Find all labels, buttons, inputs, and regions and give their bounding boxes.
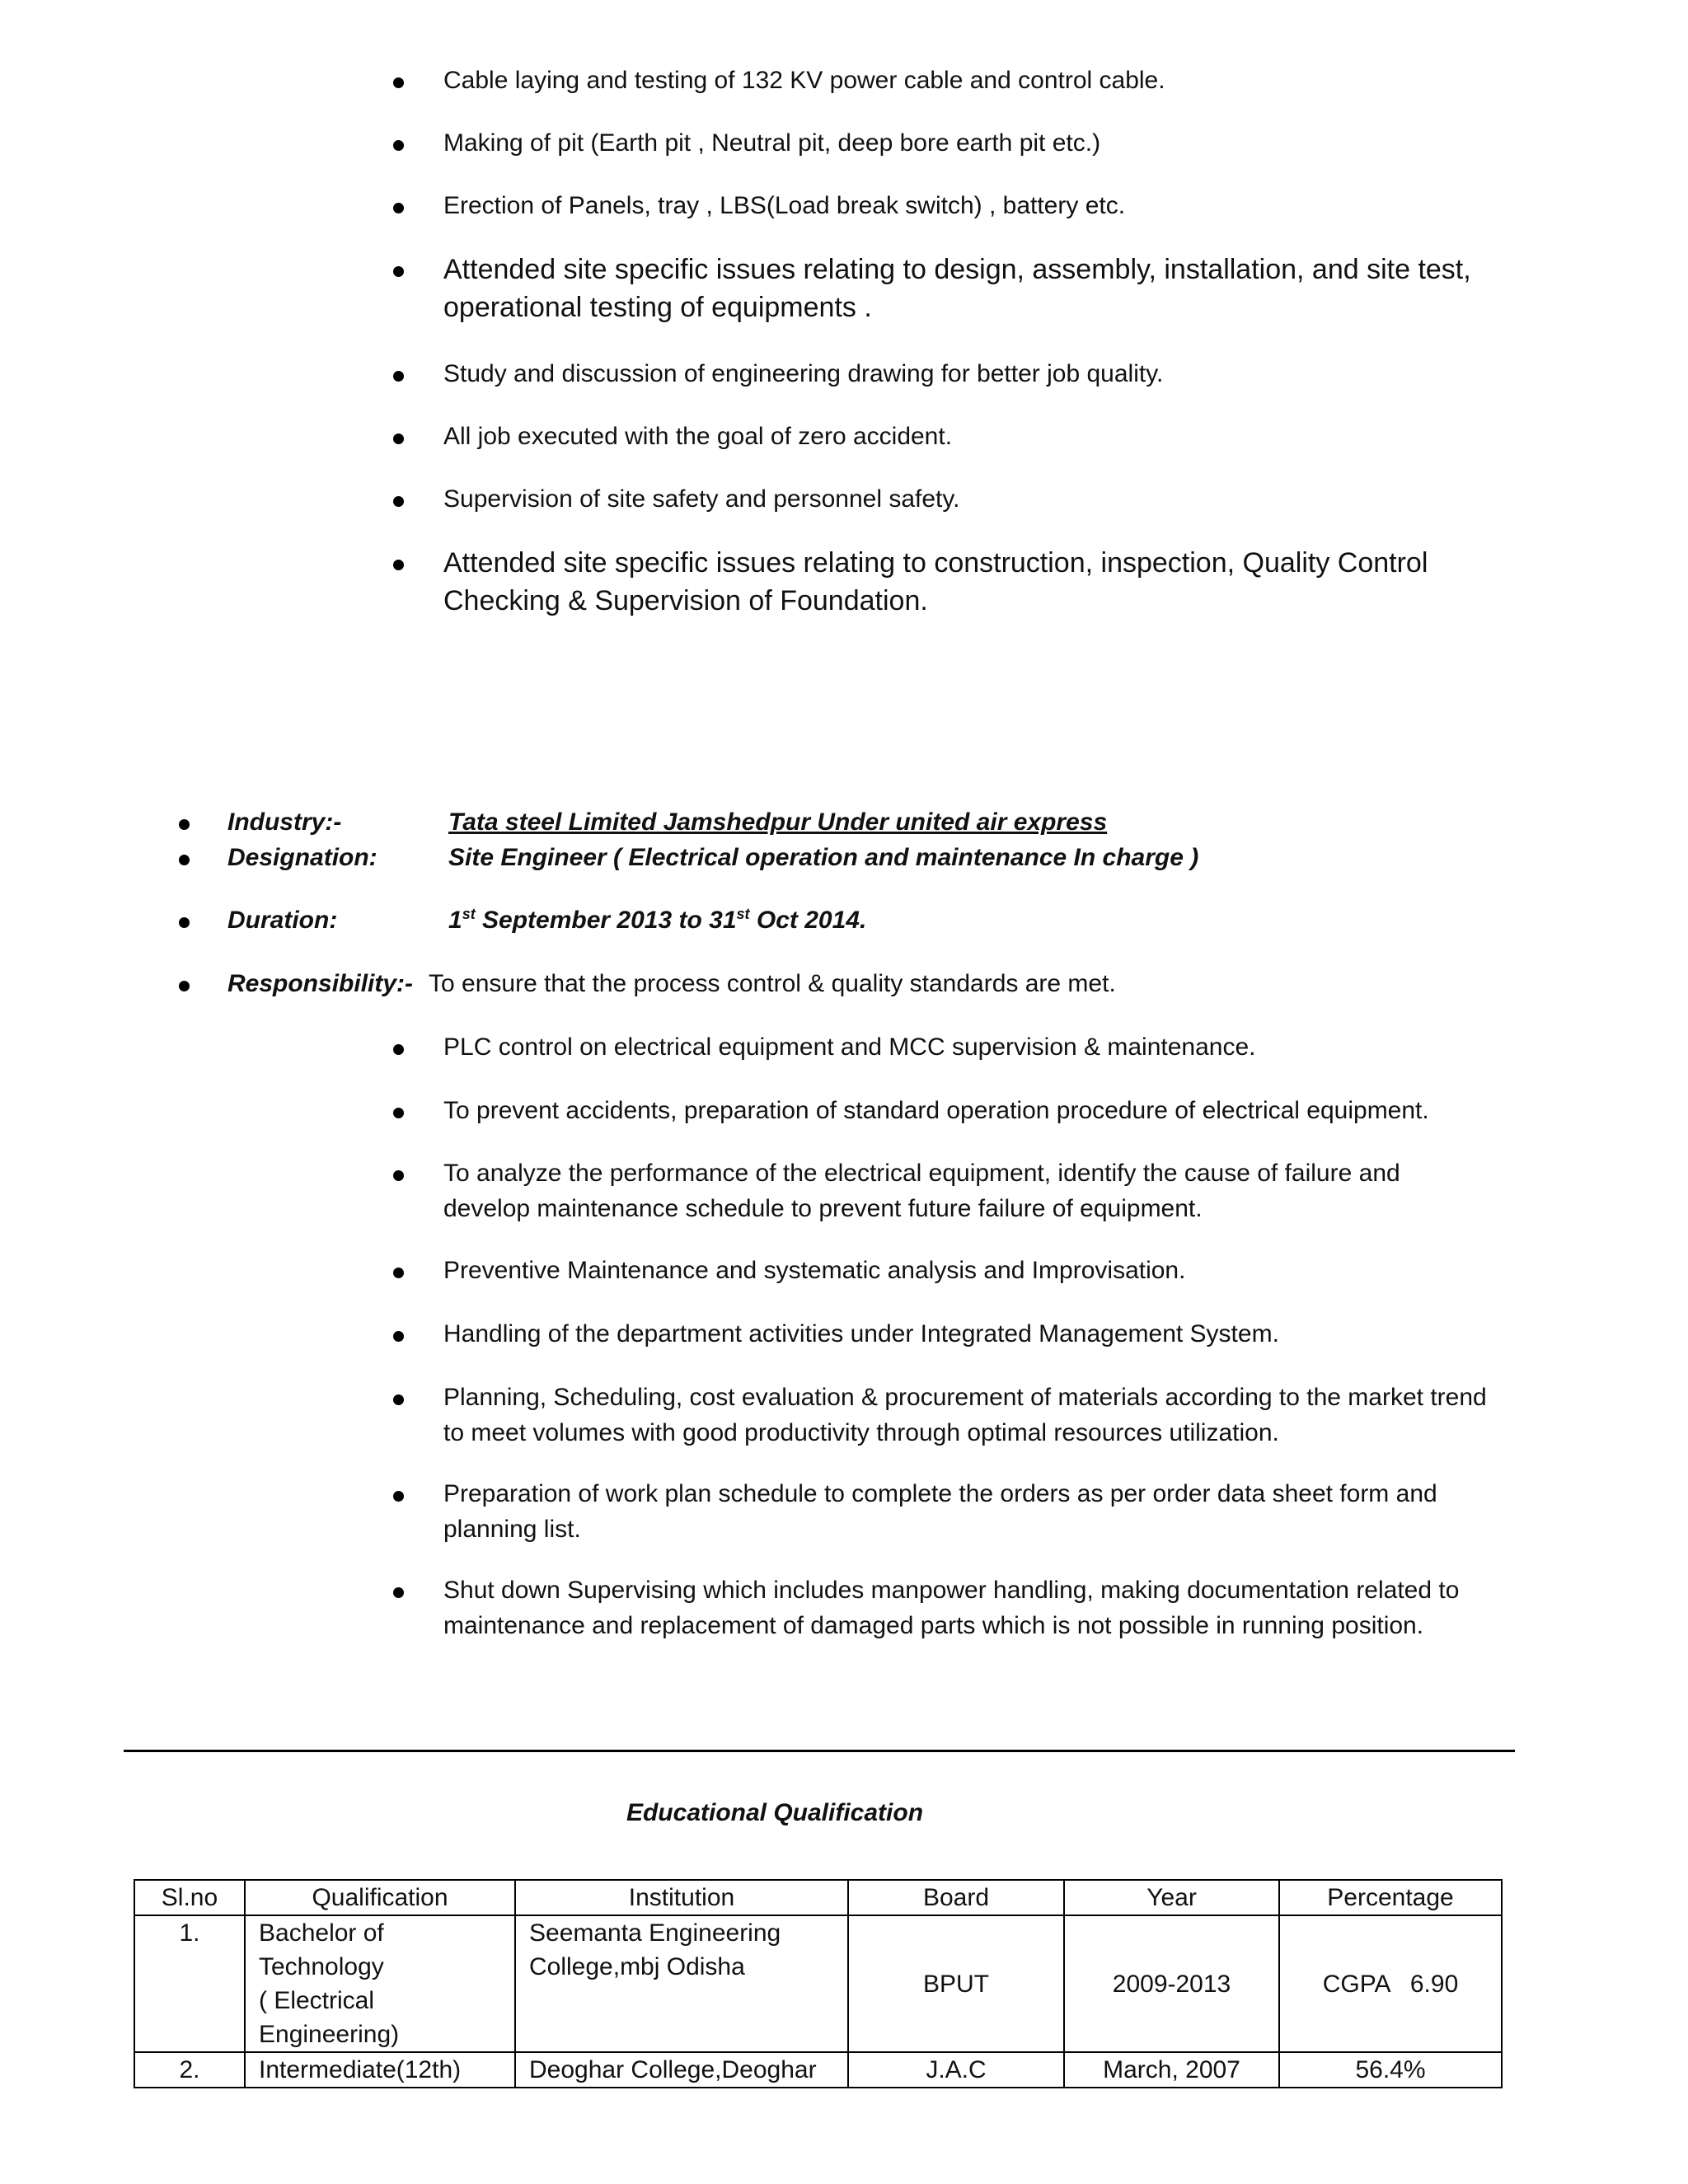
cell-institution: Deoghar College,Deoghar (515, 2052, 848, 2088)
bullet-icon (393, 77, 404, 88)
cell-slno: 2. (134, 2052, 245, 2088)
bullet-icon (393, 1044, 404, 1055)
duration-label: Duration: (227, 907, 338, 934)
cell-year: 2009-2013 (1064, 1915, 1279, 2052)
cell-percentage: CGPA 6.90 (1279, 1915, 1502, 2052)
list-item-text: Attended site specific issues relating to design, assembly, installation, and site test, operational testing of equipments . (443, 254, 1471, 323)
cell-qualification: Intermediate(12th) (245, 2052, 515, 2088)
bullet-icon (179, 819, 190, 830)
designation-value: Site Engineer ( Electrical operation and maintenance In charge ) (448, 844, 1199, 871)
table-row (134, 2052, 1502, 2088)
industry-label: Industry:- (227, 808, 342, 836)
list-item-text: Shut down Supervising which includes manpower handling, making documentation related to maintenance and replacement of damaged parts which is not possible in running position. (443, 1577, 1460, 1639)
list-item-text: To analyze the performance of the electrical equipment, identify the cause of failure and develop maintenance schedule to prevent future failure of equipment. (443, 1160, 1400, 1222)
bullet-icon (179, 917, 190, 928)
bullet-icon (393, 1108, 404, 1118)
bullet-icon (393, 1491, 404, 1502)
header-percentage: Percentage (1279, 1880, 1502, 1915)
list-item-text: Planning, Scheduling, cost evaluation & procurement of materials according to the market trend to meet volumes with good productivity through optimal resources utilization. (443, 1384, 1487, 1446)
bullet-icon (179, 855, 190, 865)
bullet-icon (179, 981, 190, 991)
header-institution: Institution (515, 1880, 848, 1915)
list-item-text: Handling of the department activities under Integrated Management System. (443, 1320, 1279, 1347)
header-slno: Sl.no (134, 1880, 245, 1915)
header-year: Year (1064, 1880, 1279, 1915)
bullet-icon (393, 203, 404, 213)
header-qualification: Qualification (245, 1880, 515, 1915)
section-title: Educational Qualification (626, 1799, 924, 1826)
duration-value: 1st September 2013 to 31st Oct 2014. (448, 906, 867, 934)
header-board: Board (848, 1880, 1064, 1915)
bullet-icon (393, 1587, 404, 1598)
responsibility-value: To ensure that the process control & quality standards are met. (429, 970, 1116, 997)
bullet-icon (393, 266, 404, 277)
list-item-text: Cable laying and testing of 132 KV power cable and control cable. (443, 67, 1165, 94)
bullet-icon (393, 1331, 404, 1342)
cell-percentage: 56.4% (1279, 2052, 1502, 2088)
list-item-text: PLC control on electrical equipment and MCC supervision & maintenance. (443, 1033, 1256, 1061)
bullet-icon (393, 1170, 404, 1181)
cell-board: BPUT (848, 1915, 1064, 2052)
responsibility-label: Responsibility:- (227, 970, 414, 997)
education-table (134, 1879, 1503, 2088)
bullet-icon (393, 1268, 404, 1278)
list-item-text: Study and discussion of engineering drawing for better job quality. (443, 360, 1164, 387)
bullet-icon (393, 434, 404, 444)
list-item-text: Preparation of work plan schedule to complete the orders as per order data sheet form and planning list. (443, 1480, 1437, 1543)
list-item-text: All job executed with the goal of zero accident. (443, 423, 953, 450)
list-item-text: Preventive Maintenance and systematic analysis and Improvisation. (443, 1257, 1186, 1284)
cell-slno: 1. (134, 1915, 245, 2052)
cell-institution: Seemanta Engineering College,mbj Odisha (515, 1915, 848, 2052)
list-item-text: To prevent accidents, preparation of standard operation procedure of electrical equipment. (443, 1097, 1429, 1124)
bullet-icon (393, 496, 404, 507)
table-row (134, 1915, 1502, 2052)
bullet-icon (393, 140, 404, 151)
list-item-text: Attended site specific issues relating to construction, inspection, Quality Control Checking & Supervision of Foundation. (443, 547, 1428, 616)
table-header-row (134, 1880, 1502, 1915)
list-item-text: Supervision of site safety and personnel safety. (443, 485, 960, 513)
designation-label: Designation: (227, 844, 377, 871)
bullet-icon (393, 371, 404, 382)
bullet-icon (393, 1394, 404, 1405)
cell-board: J.A.C (848, 2052, 1064, 2088)
cell-qualification: Bachelor of Technology ( Electrical Engineering) (245, 1915, 515, 2052)
cell-year: March, 2007 (1064, 2052, 1279, 2088)
divider (124, 1750, 1515, 1752)
list-item-text: Making of pit (Earth pit , Neutral pit, deep bore earth pit etc.) (443, 129, 1101, 157)
list-item-text: Erection of Panels, tray , LBS(Load break switch) , battery etc. (443, 192, 1126, 219)
industry-value: Tata steel Limited Jamshedpur Under united air express (448, 808, 1108, 836)
bullet-icon (393, 560, 404, 570)
